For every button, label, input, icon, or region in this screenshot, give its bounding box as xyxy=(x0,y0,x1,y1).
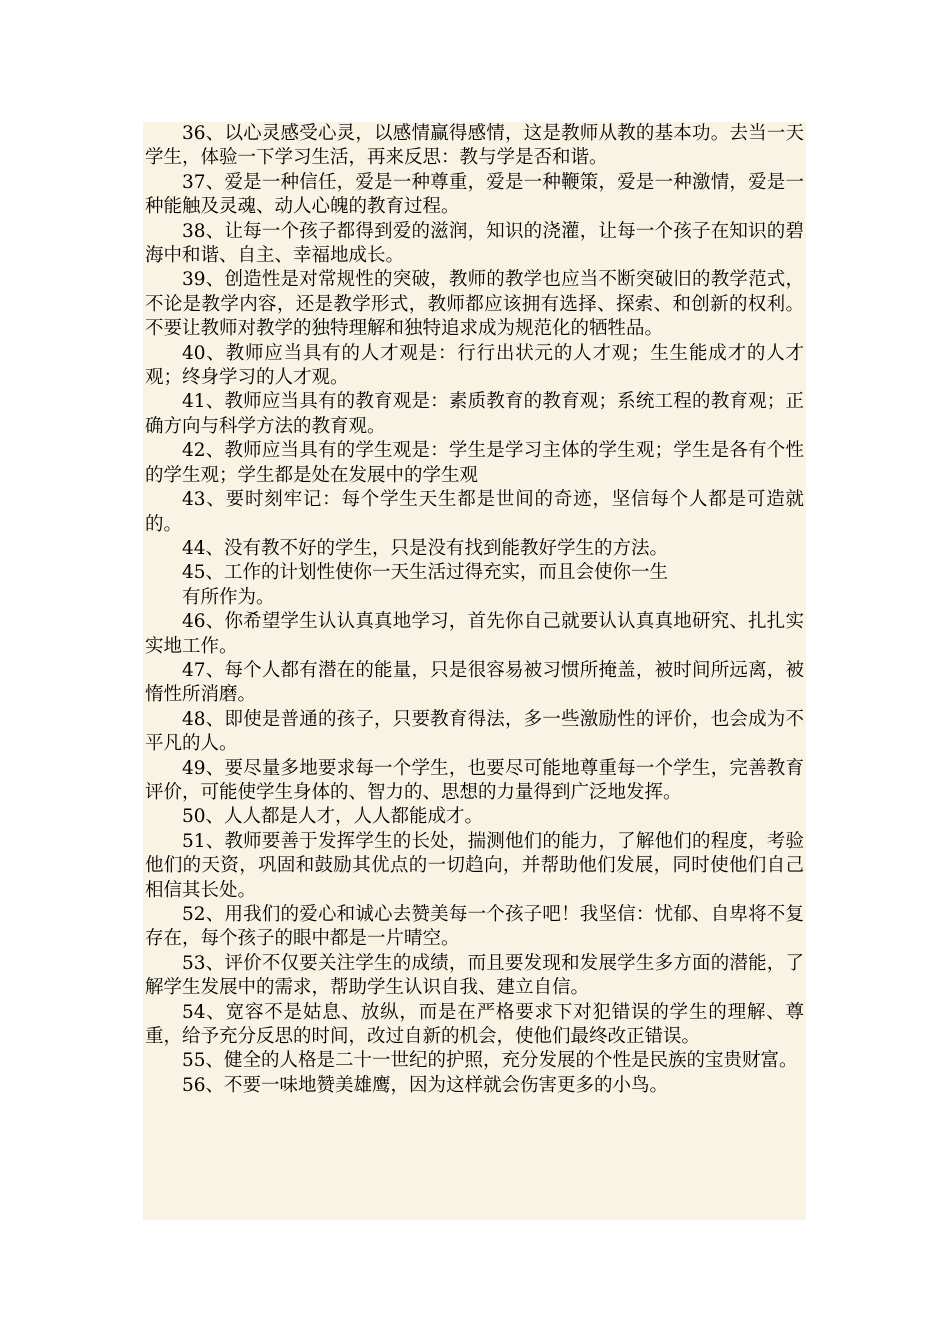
paragraph-46: 46、你希望学生认认真真地学习，首先你自己就要认认真真地研究、扎扎实实地工作。 xyxy=(145,611,804,657)
paragraph-38: 38、让每一个孩子都得到爱的滋润，知识的浇灌，让每一个孩子在知识的碧海中和谐、自主、幸福地成长。 xyxy=(145,220,804,267)
paragraph-37: 37、爱是一种信任，爱是一种尊重，爱是一种鞭策，爱是一种激情，爱是一种能触及灵魂、动人心魄的教育过程。 xyxy=(145,171,804,218)
paragraph-43: 43、要时刻牢记：每个学生天生都是世间的奇迹，坚信每个人都是可造就的。 xyxy=(145,489,804,535)
paragraph-36: 36、以心灵感受心灵，以感情赢得感情，这是教师从教的基本功。去当一天学生，体验一下学习生活，再来反思：教与学是否和谐。 xyxy=(145,123,804,169)
paragraph-55: 55、健全的人格是二十一世纪的护照，充分发展的个性是民族的宝贵财富。 xyxy=(182,1050,798,1072)
paragraph-51: 51、教师要善于发挥学生的长处，揣测他们的能力，了解他们的程度，考验他们的天资，巩固和鼓励其优点的一切趋向，并帮助他们发展，同时使他们自己相信其长处。 xyxy=(145,830,804,901)
paragraph-45-continued: 有所作为。 xyxy=(182,586,275,608)
paragraph-47: 47、每个人都有潜在的能量，只是很容易被习惯所掩盖，被时间所远离，被惰性所消磨。 xyxy=(145,659,804,706)
paragraph-54: 54、宽容不是姑息、放纵，而是在严格要求下对犯错误的学生的理解、尊重，给予充分反思的时间，改过自新的机会，使他们最终改正错误。 xyxy=(145,1001,804,1048)
paragraph-48: 48、即使是普通的孩子，只要教育得法，多一些激励性的评价，也会成为不平凡的人。 xyxy=(145,708,804,755)
paragraph-45: 45、工作的计划性使你一天生活过得充实，而且会使你一生 xyxy=(182,562,669,584)
paragraph-41: 41、教师应当具有的教育观是：素质教育的教育观；系统工程的教育观；正确方向与科学方法的教育观。 xyxy=(145,391,804,437)
paragraph-52: 52、用我们的爱心和诚心去赞美每一个孩子吧！我坚信：忧郁、自卑将不复存在，每个孩子的眼中都是一片晴空。 xyxy=(145,904,804,950)
text-block xyxy=(143,122,806,1220)
paragraph-42: 42、教师应当具有的学生观是：学生是学习主体的学生观；学生是各有个性的学生观；学生都是处在发展中的学生观 xyxy=(145,440,804,486)
paragraph-53: 53、评价不仅要关注学生的成绩，而且要发现和发展学生多方面的潜能，了解学生发展中的需求，帮助学生认识自我、建立自信。 xyxy=(145,952,804,999)
paragraph-49: 49、要尽量多地要求每一个学生，也要尽可能地尊重每一个学生，完善教育评价，可能使学生身体的、智力的、思想的力量得到广泛地发挥。 xyxy=(145,757,804,803)
paragraph-44: 44、没有教不好的学生，只是没有找到能教好学生的方法。 xyxy=(182,537,669,559)
paragraph-56: 56、不要一味地赞美雄鹰，因为这样就会伤害更多的小鸟。 xyxy=(182,1074,669,1096)
paragraph-40: 40、教师应当具有的人才观是：行行出状元的人才观；生生能成才的人才观；终身学习的人才观。 xyxy=(145,342,804,389)
paragraph-39: 39、创造性是对常规性的突破，教师的教学也应当不断突破旧的教学范式，不论是教学内容，还是教学形式，教师都应该拥有选择、探索、和创新的权利。不要让教师对教学的独特理解和独特追求成为规范化的牺牲品。 xyxy=(145,269,804,340)
paragraph-50: 50、人人都是人才，人人都能成才。 xyxy=(182,806,484,828)
